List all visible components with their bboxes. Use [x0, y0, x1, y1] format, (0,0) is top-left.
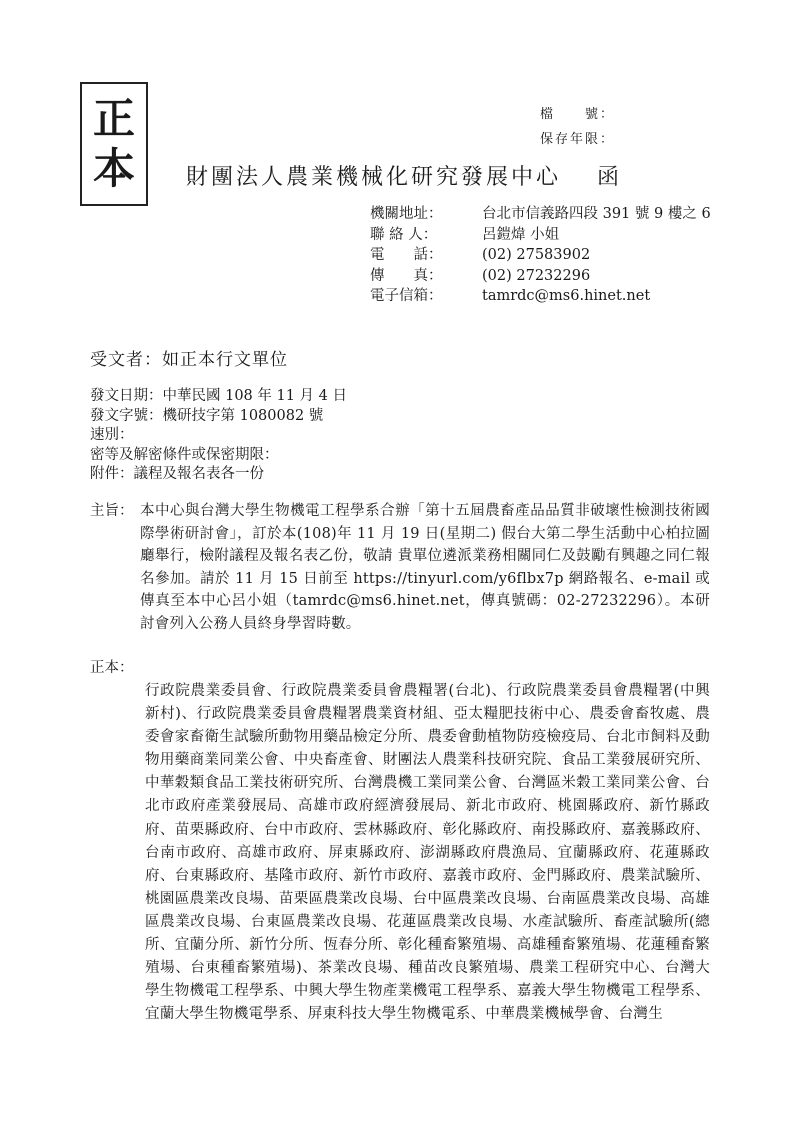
delivery-speed: 速別：: [90, 427, 134, 443]
file-number-label: 檔 號：: [540, 107, 616, 122]
document-meta: [90, 387, 347, 485]
contact-person-row: [370, 225, 711, 246]
original-recipients-list: 行政院農業委員會、行政院農業委員會農糧署(台北)、行政院農業委員會農糧署(中興新村)、行政院農業委員會農糧署農業資材組、亞太糧肥技術中心、農委會畜牧處、農委會家畜衛生試驗所動物用藥品檢定分所、農委會動植物防疫檢疫局、台北市飼料及動物用藥商業同業公會、中央畜產會、財團法人農業科技研究院、食品工業發展研究所、中華穀類食品工業技術研究所、台灣農機工業同業公會、台灣區米穀工業同業公會、台北市政府產業發展局、高雄市政府經濟發展局、新北市政府、桃園縣政府、新竹縣政府、苗栗縣政府、台中市政府、雲林縣政府、彰化縣政府、南投縣政府、嘉義縣政府、台南市政府、高雄市政府、屏東縣政府、澎湖縣政府農漁局、宜蘭縣政府、花蓮縣政府、台東縣政府、基隆市政府、新竹市政府、嘉義市政府、金門縣政府、農業試驗所、桃園區農業改良場、苗栗區農業改良場、台中區農業改良場、台南區農業改良場、高雄區農業改良場、台東區農業改良場、花蓮區農業改良場、水產試驗所、畜產試驗所(總所、宜蘭分所、新竹分所、恆春分所、彰化種畜繁殖場、高雄種畜繁殖場、花蓮種畜繁殖場、台東種畜繁殖場)、茶業改良場、種苗改良繁殖場、農業工程研究中心、台灣大學生物機電工程學系、中興大學生物產業機電工程學系、嘉義大學生物機電工程學系、宜蘭大學生物機電學系、屏東科技大學生物機電系、中華農業機械學會、台灣生: [145, 683, 710, 1023]
retention-label: 保存年限：: [540, 132, 616, 147]
phone-row: [370, 245, 711, 266]
issue-date: 發文日期：中華民國 108 年 11 月 4 日: [90, 388, 348, 404]
contact-person-value: 呂鎧煒 小姐: [482, 226, 560, 243]
document-type: 函: [597, 165, 623, 190]
organization-name: 財團法人農業機械化研究發展中心: [186, 165, 562, 190]
original-copy-stamp: [80, 82, 148, 206]
fax-label: 傳 真：: [370, 267, 443, 284]
attachments: 附件：議程及報名表各一份: [90, 466, 264, 482]
contact-block: [370, 204, 711, 307]
stamp-char-2: 本: [92, 144, 135, 193]
contact-person-label: 聯 絡 人：: [370, 226, 438, 243]
subject-section: [90, 500, 710, 635]
address-label: 機關地址：: [370, 206, 443, 222]
subject-text: 本中心與台灣大學生物機電工程學系合辦「第十五屆農畜產品品質非破壞性檢測技術國際學術研討會」，訂於本(108)年 11 月 19 日(星期二) 假台大第二學生活動中心柏拉圖廳舉行，檢附議程及報名表乙份，敬請 貴單位遴派業務相關同仁及鼓勵有興趣之同仁報名參加。請於 11 月 15 日前至 https://tinyurl.com/y6flbx7p 網路報名、e-mail 或傳真至本中心呂小姐（tamrdc@ms6.hinet.net，傳真號碼：02-27232296）。本研討會列入公務人員終身學習時數。: [140, 503, 710, 632]
subject-label: 主旨：: [90, 503, 134, 519]
phone-label: 電 話：: [370, 247, 443, 263]
recipient-line: 受文者：如正本行文單位: [90, 350, 288, 370]
email-value: tamrdc@ms6.hinet.net: [482, 288, 651, 304]
stamp-char-1: 正: [92, 94, 135, 143]
fax-row: [370, 266, 711, 287]
address-row: [370, 204, 711, 225]
fax-value: (02) 27232296: [482, 267, 591, 284]
letter-title: [186, 160, 622, 191]
email-label: 電子信箱：: [370, 288, 443, 304]
document-number: 發文字號：機研技字第 1080082 號: [90, 407, 324, 424]
original-recipients-label: 正本：: [90, 660, 134, 676]
address-value: 台北市信義路四段 391 號 9 樓之 6: [482, 206, 711, 222]
phone-value: (02) 27583902: [482, 247, 591, 263]
secrecy-level: 密等及解密條件或保密期限：: [90, 446, 279, 463]
email-row: [370, 286, 711, 307]
